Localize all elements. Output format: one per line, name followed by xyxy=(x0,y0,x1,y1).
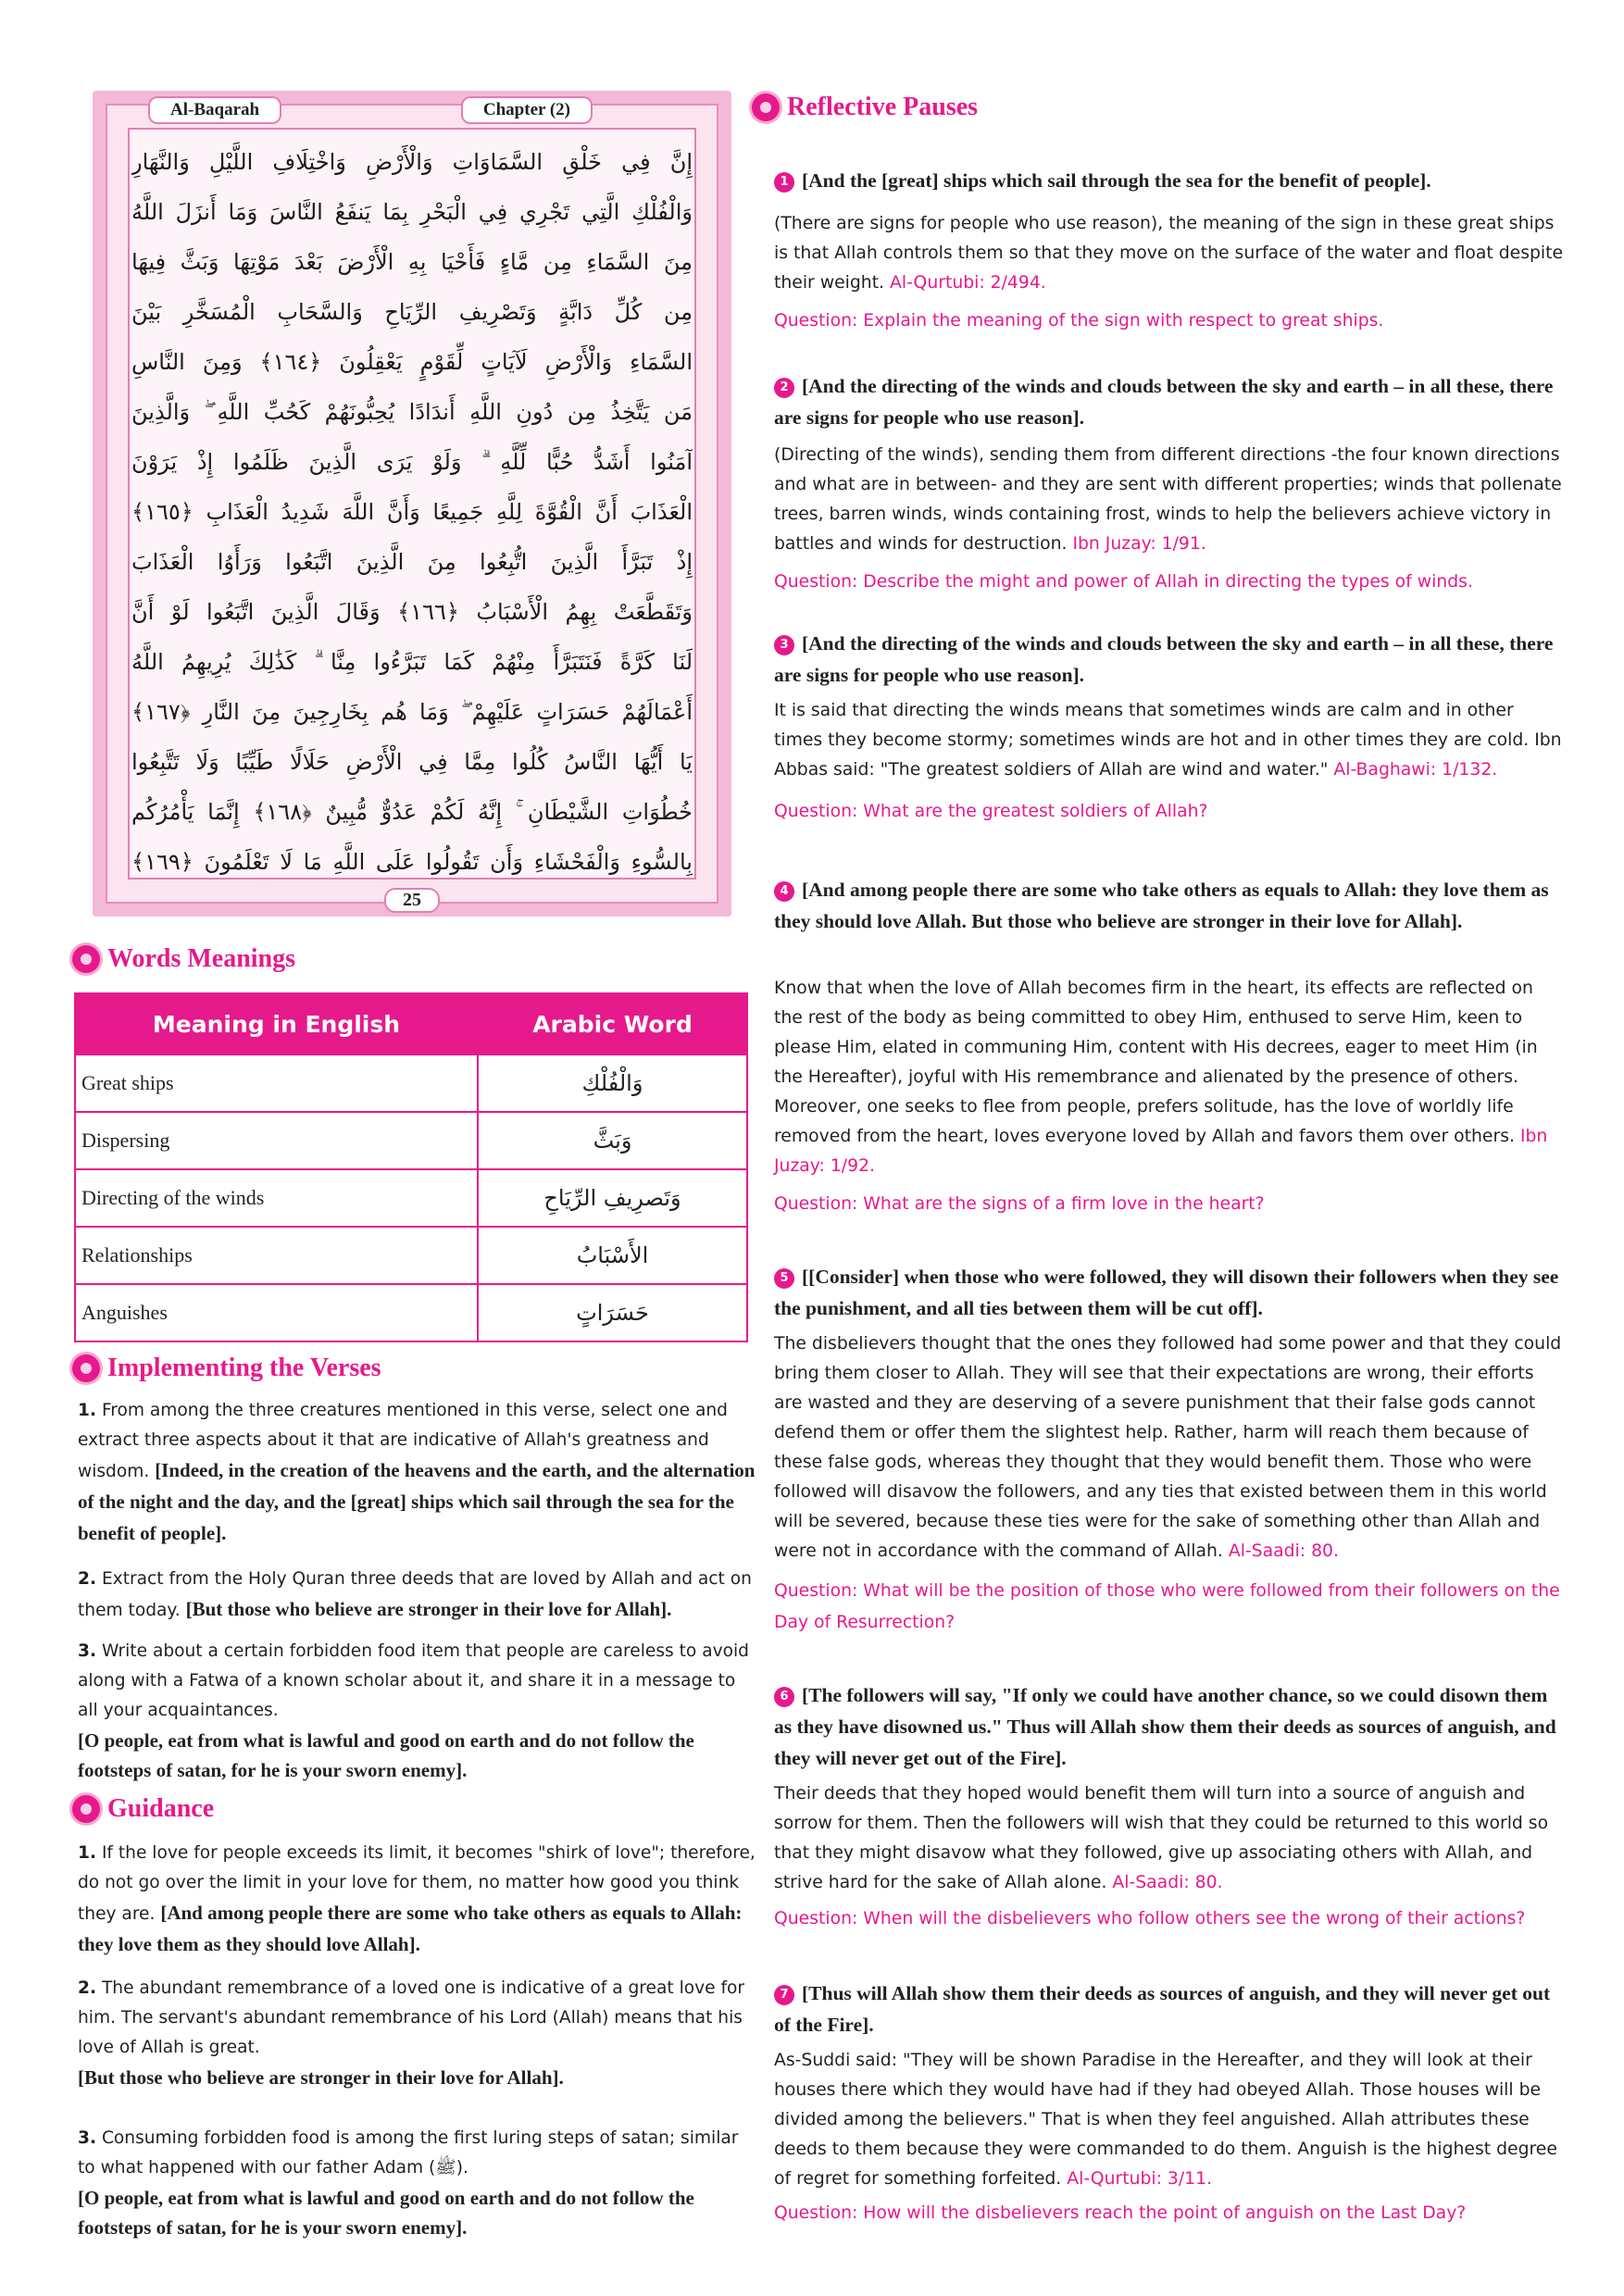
table-header-row xyxy=(75,993,747,1054)
arabic-word: وَتَصرِيفِ الرِّيَاحِ xyxy=(478,1169,747,1227)
item-number: 1. xyxy=(78,1401,97,1420)
chapter-label: Chapter (2) xyxy=(461,96,593,124)
verse-text: [[Consider] when those who were followed, they will disown their followers when they see the punishment, and all ties between them will be cut off]. xyxy=(774,1266,1559,1319)
reflective-verse xyxy=(774,1261,1561,1324)
number-badge: 5 xyxy=(774,1268,794,1289)
verse-text: [But those who believe are stronger in their love for Allah]. xyxy=(78,2066,564,2089)
source-reference: Ibn Juzay: 1/91. xyxy=(1072,534,1206,554)
column-header-arabic: Arabic Word xyxy=(478,993,747,1054)
table-row xyxy=(75,1227,747,1284)
reflective-question: Question: How will the disbelievers reach the point of anguish on the Last Day? xyxy=(774,2203,1467,2223)
item-text: From among the three creatures mentioned in this verse, select one and extract three aspects about it that are indicative of Allah's greatness and wisdom. xyxy=(78,1401,728,1481)
reflective-pauses-heading xyxy=(752,93,978,122)
words-meanings-heading xyxy=(72,944,295,974)
guidance-item xyxy=(78,1974,756,2092)
reflective-question: Question: Explain the meaning of the sign with respect to great ships. xyxy=(774,311,1384,331)
heading-text: Reflective Pauses xyxy=(787,93,979,121)
item-text: Write about a certain forbidden food item that people are careless to avoid along with a Fatwa of a known scholar about it, and share it in a message to all your acquaintances. xyxy=(78,1641,749,1720)
flower-icon xyxy=(72,945,100,973)
quran-line: وَتَقَطَّعَتْ بِهِمُ الْأَسْبَابُ ﴿١٦٦﴾ وَقَالَ الَّذِينَ اتَّبَعُوا لَوْ أَنَّ xyxy=(131,599,693,625)
source-reference: Al-Qurtubi: 3/11. xyxy=(1067,2169,1213,2189)
commentary-text: As-Suddi said: "They will be shown Paradise in the Hereafter, and they will look at their houses there which they would have had if they had obeyed Allah. Those houses will be divided among the believers." That is when they feel anguished. Allah attributes these deeds to them because they were commanded to do them. Anguish is the highest degree of regret for something forfeited. xyxy=(774,2051,1557,2189)
item-number: 2. xyxy=(78,1569,97,1589)
reflective-verse xyxy=(774,628,1561,691)
reflective-question: Question: What will be the position of those who were followed from their followers on the Day of Resurrection? xyxy=(774,1581,1560,1632)
number-badge: 2 xyxy=(774,378,794,398)
flower-icon xyxy=(752,94,780,121)
guidance-heading xyxy=(72,1794,214,1824)
quran-line: الْعَذَابَ أَنَّ الْقُوَّةَ لِلَّهِ جَمِيعًا وَأَنَّ اللَّهَ شَدِيدُ الْعَذَابِ ﴿١٦٥﴾ xyxy=(131,499,693,525)
table-row xyxy=(75,1112,747,1169)
implementing-item xyxy=(78,1565,756,1626)
guidance-item xyxy=(78,1839,756,1961)
quran-line: مَن يَتَّخِذُ مِن دُونِ اللَّهِ أَندَادًا يُحِبُّونَهُمْ كَحُبِّ اللَّهِ ۖ وَالَّذِينَ xyxy=(131,399,693,425)
verse-text: [The followers will say, "If only we could have another chance, so we could disown them as they have disowned us." Thus will Allah show them their deeds as sources of anguish, and they will never get out of the Fire]. xyxy=(774,1684,1556,1769)
commentary-text: It is said that directing the winds means that sometimes winds are calm and in other times they become stormy; sometimes winds are hot and in other times they are cold. Ibn Abbas said: "The greatest soldiers of Allah are wind and water." xyxy=(774,701,1562,780)
arabic-word: وَبَثَّ xyxy=(478,1112,747,1169)
table-row xyxy=(75,1054,747,1112)
item-text: If the love for people exceeds its limit, it becomes "shirk of love"; therefore, do not go over the limit in your love for them, no matter how good you think they are. xyxy=(78,1843,756,1924)
item-text: The abundant remembrance of a loved one is indicative of a great love for him. The servant's abundant remembrance of his Lord (Allah) means that his love of Allah is great. xyxy=(78,1978,745,2057)
arabic-word: وَالْفُلْكِ xyxy=(478,1054,747,1112)
reflective-body xyxy=(774,696,1567,785)
quran-line: وَالْفُلْكِ الَّتِي تَجْرِي فِي الْبَحْرِ بِمَا يَنفَعُ النَّاسَ وَمَا أَنزَلَ اللَّهُ xyxy=(131,199,693,225)
source-reference: Al-Saadi: 80. xyxy=(1112,1873,1223,1892)
flower-icon xyxy=(72,1795,100,1823)
quran-line: السَّمَاءِ وَالْأَرْضِ لَآيَاتٍ لِّقَوْمٍ يَعْقِلُونَ ﴿١٦٤﴾ وَمِنَ النَّاسِ xyxy=(131,349,693,375)
number-badge: 4 xyxy=(774,881,794,902)
reflective-body xyxy=(774,1779,1567,1898)
reflective-question: Question: Describe the might and power of Allah in directing the types of winds. xyxy=(774,572,1473,592)
arabic-word: حَسَرَاتٍ xyxy=(478,1284,747,1341)
heading-text: Words Meanings xyxy=(107,944,296,973)
quran-line: إِنَّ فِي خَلْقِ السَّمَاوَاتِ وَالْأَرْضِ وَاخْتِلَافِ اللَّيْلِ وَالنَّهَارِ xyxy=(131,149,693,175)
verse-text: [And the directing of the winds and clouds between the sky and earth – in all these, there are signs for people who use reason]. xyxy=(774,632,1554,686)
surah-name-label: Al-Baqarah xyxy=(148,96,281,124)
implementing-item xyxy=(78,1637,756,1785)
implementing-heading xyxy=(72,1354,381,1383)
item-number: 3. xyxy=(78,1641,97,1661)
quran-line: آمَنُوا أَشَدُّ حُبًّا لِّلَّهِ ۗ وَلَوْ يَرَى الَّذِينَ ظَلَمُوا إِذْ يَرَوْنَ xyxy=(131,449,693,475)
page-number: 25 xyxy=(384,888,440,913)
words-meanings-table xyxy=(74,992,748,1342)
reflective-body xyxy=(774,441,1567,559)
reflective-question: Question: What are the greatest soldiers of Allah? xyxy=(774,802,1208,821)
verse-text: [But those who believe are stronger in their love for Allah]. xyxy=(185,1598,672,1620)
source-reference: Al-Saadi: 80. xyxy=(1228,1541,1339,1561)
heading-text: Guidance xyxy=(107,1794,215,1823)
item-text: Extract from the Holy Quran three deeds that are loved by Allah and act on them today. xyxy=(78,1569,752,1620)
english-meaning: Dispersing xyxy=(75,1112,478,1169)
source-reference: Ibn Juzay: 1/92. xyxy=(774,1127,1548,1176)
verse-text: [And among people there are some who take others as equals to Allah: they love them as they should love Allah]. xyxy=(78,1902,743,1955)
heading-text: Implementing the Verses xyxy=(107,1354,381,1382)
english-meaning: Anguishes xyxy=(75,1284,478,1341)
quran-line: مِن كُلِّ دَابَّةٍ وَتَصْرِيفِ الرِّيَاحِ وَالسَّحَابِ الْمُسَخَّرِ بَيْنَ xyxy=(131,299,693,325)
verse-text: [Thus will Allah show them their deeds as sources of anguish, and they will never get out of the Fire]. xyxy=(774,1982,1551,2036)
source-reference: Al-Baghawi: 1/132. xyxy=(1333,760,1498,780)
number-badge: 1 xyxy=(774,172,794,193)
verse-text: [O people, eat from what is lawful and good on earth and do not follow the footsteps of satan, for he is your sworn enemy]. xyxy=(78,2187,694,2239)
reflective-question: Question: When will the disbelievers who follow others see the wrong of their actions? xyxy=(774,1909,1526,1928)
reflective-question: Question: What are the signs of a firm love in the heart? xyxy=(774,1194,1265,1214)
reflective-body xyxy=(774,1329,1567,1566)
quran-line: بِالسُّوءِ وَالْفَحْشَاءِ وَأَن تَقُولُوا عَلَى اللَّهِ مَا لَا تَعْلَمُونَ ﴿١٦٩﴾ xyxy=(131,849,693,875)
reflective-body xyxy=(774,2046,1567,2194)
quran-line: لَنَا كَرَّةً فَنَتَبَرَّأَ مِنْهُمْ كَمَا تَبَرَّءُوا مِنَّا ۗ كَذَٰلِكَ يُرِيهِمُ اللَّهُ xyxy=(131,649,693,675)
commentary-text: (There are signs for people who use reason), the meaning of the sign in these great ships is that Allah controls them so that they move on the surface of the water and float despite their weight. xyxy=(774,214,1564,293)
quran-line: أَعْمَالَهُمْ حَسَرَاتٍ عَلَيْهِمْ ۖ وَمَا هُم بِخَارِجِينَ مِنَ النَّارِ ﴿١٦٧﴾ xyxy=(131,699,693,725)
column-header-english: Meaning in English xyxy=(75,993,478,1054)
implementing-item xyxy=(78,1396,756,1550)
quran-line: خُطُوَاتِ الشَّيْطَانِ ۚ إِنَّهُ لَكُمْ عَدُوٌّ مُّبِينٌ ﴿١٦٨﴾ إِنَّمَا يَأْمُرُكُم xyxy=(131,799,693,825)
english-meaning: Great ships xyxy=(75,1054,478,1112)
verse-text: [Indeed, in the creation of the heavens and the earth, and the alternation of the night and the day, and the [great] ships which sail through the sea for the benefit of people]. xyxy=(78,1459,756,1544)
commentary-text: (Directing of the winds), sending them from different directions -the four known directions and what are in between- and they are sent with different properties; winds that pollenate trees, barren winds, winds containing frost, winds to help the believers achieve victory in battles and winds for destruction. xyxy=(774,445,1562,554)
arabic-word: الأَسْبَابُ xyxy=(478,1227,747,1284)
commentary-text: The disbelievers thought that the ones they followed had some power and that they could bring them closer to Allah. They will see that their expectations are wrong, their efforts are wasted and they are deserving of a severe punishment that their false gods cannot defend them or offer them the slightest help. Rather, harm will reach them because of these false gods, whereas they thought that they would benefit them. Those who were followed will disavow the followers, and any ties that existed between them in this world will be severed, because these ties were for the sake of something other than Allah and were not in accordance with the command of Allah. xyxy=(774,1334,1562,1561)
quran-line: يَا أَيُّهَا النَّاسُ كُلُوا مِمَّا فِي الْأَرْضِ حَلَالًا طَيِّبًا وَلَا تَتَّبِعُوا xyxy=(131,749,693,775)
verse-text: [O people, eat from what is lawful and good on earth and do not follow the footsteps of satan, for he is your sworn enemy]. xyxy=(78,1729,694,1781)
quran-page-frame xyxy=(93,91,731,917)
commentary-text: Know that when the love of Allah becomes firm in the heart, its effects are reflected on the rest of the body as being committed to obey Him, enthused to serve Him, keen to please Him, elated in communing Him, content with His decrees, eager to meet Him (in the Hereafter), joyful with His remembrance and alienated by the presence of others. Moreover, one seeks to flee from people, prefers solitude, has the love of worldly life removed from the heart, loves everyone loved by Allah and favors them over others. xyxy=(774,979,1538,1146)
guidance-item xyxy=(78,2124,756,2242)
verse-text: [And among people there are some who take others as equals to Allah: they love them as they should love Allah. But those who believe are stronger in their love for Allah]. xyxy=(774,879,1549,932)
reflective-verse xyxy=(774,874,1561,937)
item-number: 3. xyxy=(78,2128,97,2148)
item-text: Consuming forbidden food is among the first luring steps of satan; similar to what happened with our father Adam (ﷺ). xyxy=(78,2128,739,2177)
reflective-verse xyxy=(774,1978,1561,2040)
table-row xyxy=(75,1284,747,1341)
reflective-verse xyxy=(774,165,1561,196)
reflective-body xyxy=(774,209,1567,298)
commentary-text: Their deeds that they hoped would benefit them will turn into a source of anguish and sorrow for them. Then the followers will wish that they could be returned to this world so that they might disavow what they followed, give up associating others with Allah, and strive hard for the sake of Allah alone. xyxy=(774,1784,1549,1892)
item-number: 2. xyxy=(78,1978,97,1998)
number-badge: 6 xyxy=(774,1687,794,1707)
english-meaning: Directing of the winds xyxy=(75,1169,478,1227)
reflective-verse xyxy=(774,1679,1561,1774)
verse-text: [And the [great] ships which sail through the sea for the benefit of people]. xyxy=(802,169,1431,192)
number-badge: 7 xyxy=(774,1985,794,2005)
flower-icon xyxy=(72,1354,100,1382)
reflective-verse xyxy=(774,370,1561,433)
number-badge: 3 xyxy=(774,635,794,655)
english-meaning: Relationships xyxy=(75,1227,478,1284)
table-row xyxy=(75,1169,747,1227)
reflective-body xyxy=(774,974,1567,1181)
source-reference: Al-Qurtubi: 2/494. xyxy=(890,273,1046,293)
quran-line: إِذْ تَبَرَّأَ الَّذِينَ اتُّبِعُوا مِنَ الَّذِينَ اتَّبَعُوا وَرَأَوُا الْعَذَابَ xyxy=(131,549,693,575)
verse-text: [And the directing of the winds and clouds between the sky and earth – in all these, there are signs for people who use reason]. xyxy=(774,375,1554,429)
quran-line: مِنَ السَّمَاءِ مِن مَّاءٍ فَأَحْيَا بِهِ الْأَرْضَ بَعْدَ مَوْتِهَا وَبَثَّ فِيهَا xyxy=(131,249,693,275)
item-number: 1. xyxy=(78,1843,97,1863)
